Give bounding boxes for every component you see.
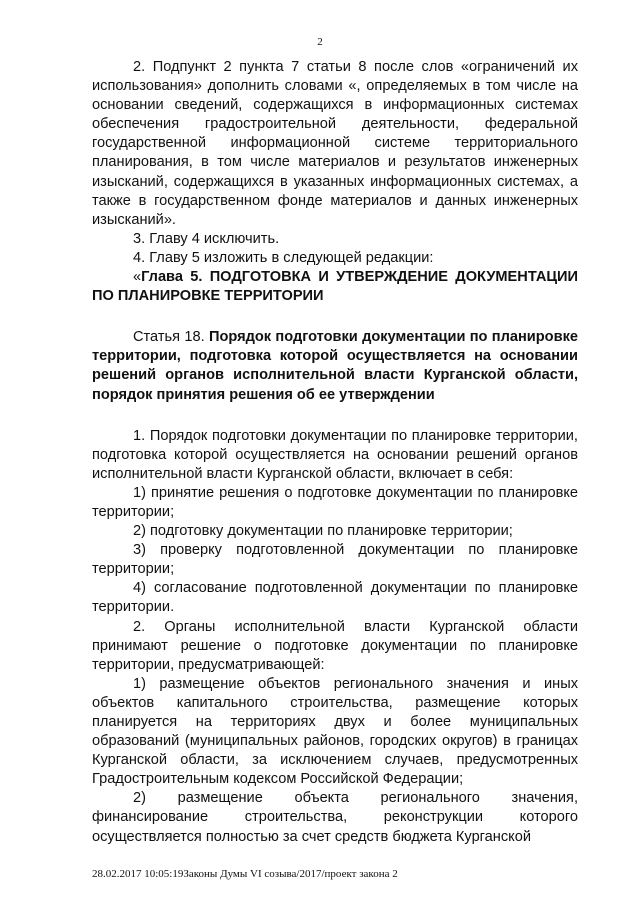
article-heading [92, 328, 578, 404]
chapter-quote: « [133, 269, 142, 286]
paragraph-amendment-4: 4. Главу 5 изложить в следующей редакции: [133, 249, 434, 266]
page-number: 2 [317, 36, 323, 48]
chapter-title: Глава 5. ПОДГОТОВКА И УТВЕРЖДЕНИЕ ДОКУМЕНТАЦИИ ПО ПЛАНИРОВКЕ ТЕРРИТОРИИ [92, 269, 578, 305]
paragraph-article-1: 1. Порядок подготовки документации по планировке территории, подготовка которой осуществляется на основании решений органов исполнительной власти Курганской области, включает в себя: [92, 427, 578, 482]
paragraph-article-2: 2. Органы исполнительной власти Курганской области принимают решение о подготовке документации по планировке территории, предусматривающей: [92, 618, 578, 673]
list-item-3: 3) проверку подготовленной документации по планировке территории; [92, 542, 578, 578]
chapter-heading [92, 268, 578, 306]
article-number: Статья 18. [133, 329, 209, 346]
footer-file-path: 28.02.2017 10:05:19Законы Думы VI созыва/2017/проект закона 2 [92, 868, 398, 880]
article-title: Порядок подготовки документации по планировке территории, подготовка которой осуществляется на основании решений органов исполнительной власти Курганской области, порядок принятия решения об ее утверждении [92, 329, 578, 403]
document-body [92, 58, 578, 847]
list-item-2: 2) подготовку документации по планировке территории; [133, 523, 513, 540]
list-item-2-1: 1) размещение объектов регионального значения и иных объектов капитального строительства, размещение которых планируется на территориях двух и более муниципальных образований (муниципальных районов, городских округов) в границах Курганской области, за исключением случаев, предусмотренных Градостроительным кодексом Российской Федерации; [92, 675, 578, 788]
paragraph-amendment-2: 2. Подпункт 2 пункта 7 статьи 8 после слов «ограничений их использования» дополнить словами «, определяемых в том числе на основании сведений, содержащихся в информационных системах обеспечения градостроительной деятельности, федеральной государственной информационной системе территориального планирования, в том числе материалов и результатов инженерных изысканий, содержащихся в указанных информационных системах, а также в государственном фонде материалов и данных инженерных изысканий». [92, 59, 578, 228]
list-item-4: 4) согласование подготовленной документации по планировке территории. [92, 580, 578, 616]
list-item-2-2: 2) размещение объекта регионального значения, финансирование строительства, реконструкции которого осуществляется полностью за счет средств бюджета Курганской [92, 790, 578, 845]
paragraph-amendment-3: 3. Главу 4 исключить. [133, 230, 280, 247]
list-item-1: 1) принятие решения о подготовке документации по планировке территории; [92, 484, 578, 520]
